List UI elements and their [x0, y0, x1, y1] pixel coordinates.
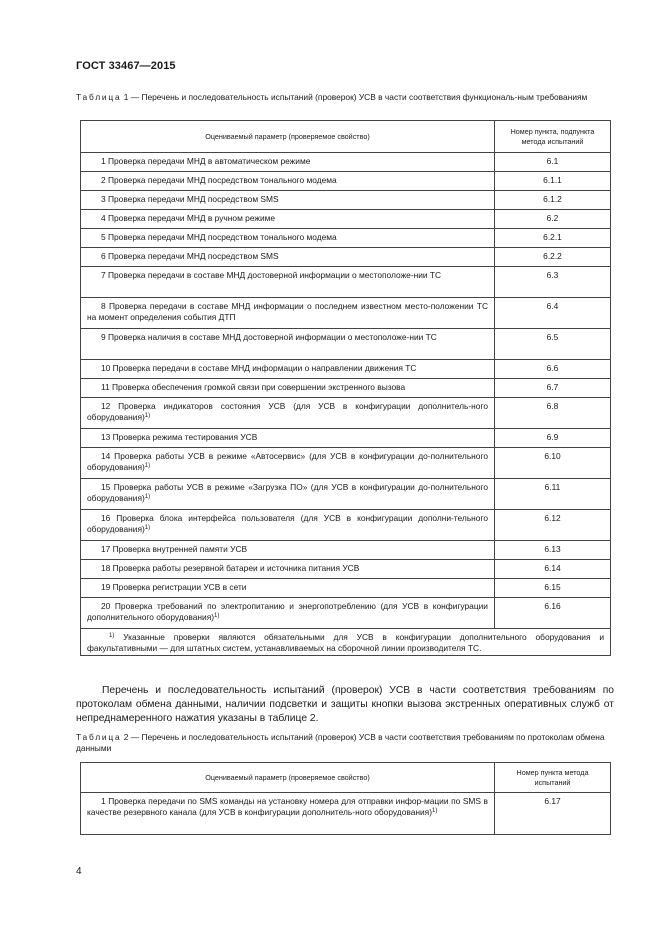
param-text: 16 Проверка блока интерфейса пользователя (для УСВ в конфигурации дополни-тельного оборудования)	[87, 513, 488, 534]
param-text: 7 Проверка передачи в составе МНД достоверной информации о местоположе-нии ТС	[101, 270, 442, 280]
param-text: 10 Проверка передачи в составе МНД информации о направлении движения ТС	[101, 363, 417, 373]
table1-clause-number: 6.15	[495, 579, 611, 598]
table1-row	[81, 579, 611, 598]
table1-clause-number: 6.16	[495, 598, 611, 629]
table2-caption-label: Таблица	[76, 732, 122, 742]
table1-clause-number: 6.2.1	[495, 229, 611, 248]
body-paragraph: Перечень и последовательность испытаний (проверок) УСВ в части соответствия требованиям по протоколам обмена данными, наличии подсветки и защиты кнопки вызова экстренных оперативных служб от непреднамеренного нажатия указаны в таблице 2.	[76, 685, 614, 724]
table1-param-cell	[81, 560, 495, 579]
param-text: 4 Проверка передачи МНД в ручном режиме	[101, 213, 276, 223]
page-number: 4	[76, 866, 82, 877]
param-text: 14 Проверка работы УСВ в режиме «Автосервис» (для УСВ в конфигурации до-полнительного оборудования)	[87, 451, 488, 472]
table1-clause-number: 6.5	[495, 329, 611, 360]
param-text: 8 Проверка передачи в составе МНД информации о последнем известном место-положении ТС на момент определения события ДТП	[87, 301, 488, 322]
param-text: 6 Проверка передачи МНД посредством SMS	[101, 251, 279, 261]
footnote-ref: 1)	[144, 412, 151, 419]
table1-clause-number: 6.8	[495, 398, 611, 429]
table1-caption	[76, 92, 616, 103]
table2-row	[81, 793, 611, 835]
param-text: 19 Проверка регистрации УСВ в сети	[101, 582, 247, 592]
param-text: 15 Проверка работы УСВ в режиме «Загрузка ПО» (для УСВ в конфигурации до-полнительного оборудования)	[87, 482, 488, 503]
footnote-ref: 1)	[214, 612, 220, 619]
table1-row	[81, 153, 611, 172]
table2-caption-text: 2 — Перечень и последовательность испытаний (проверок) УСВ в части соответствия требованиям по протоколам обмена данными	[76, 732, 605, 753]
table1-clause-number: 6.13	[495, 541, 611, 560]
footnote-text: Указанные проверки являются обязательными для УСВ в конфигурации дополнительного оборудования и факультативными — для штатных систем, устанавливаемых на сборочной линии производителя ТС.	[87, 632, 604, 653]
table1-row	[81, 360, 611, 379]
param-text: 1 Проверка передачи по SMS команды на установку номера для отправки инфор-мации по SMS в качестве резервного канала (для УСВ в конфигурации дополнитель-ного оборудования)	[87, 796, 488, 817]
table1-clause-number: 6.2.2	[495, 248, 611, 267]
table1-clause-number: 6.3	[495, 267, 611, 298]
table2-caption	[76, 732, 616, 754]
table1-param-cell	[81, 429, 495, 448]
table1-param-cell	[81, 229, 495, 248]
param-text: 12 Проверка индикаторов состояния УСВ (для УСВ в конфигурации дополнитель-ного оборудования)	[87, 401, 488, 422]
table1-row	[81, 560, 611, 579]
table1-row	[81, 267, 611, 298]
table1-param-cell	[81, 210, 495, 229]
table1-row	[81, 541, 611, 560]
table1-row	[81, 329, 611, 360]
table1-param-cell	[81, 267, 495, 298]
table2-clause-number: 6.17	[495, 793, 611, 835]
table1-row	[81, 429, 611, 448]
table1-param-cell	[81, 191, 495, 210]
param-text: 5 Проверка передачи МНД посредством тонального модема	[101, 232, 337, 242]
table1-row	[81, 598, 611, 629]
table1-clause-number: 6.2	[495, 210, 611, 229]
table1-clause-number: 6.11	[495, 479, 611, 510]
param-text: 2 Проверка передачи МНД посредством тонального модема	[101, 175, 337, 185]
footnote-ref: 1)	[144, 462, 151, 469]
table1-col2-header: Номер пункта, подпункта метода испытаний	[495, 121, 611, 153]
document-header: ГОСТ 33467—2015	[76, 60, 176, 72]
param-text: 17 Проверка внутренней памяти УСВ	[101, 544, 248, 554]
table1-param-cell	[81, 379, 495, 398]
table1-param-cell	[81, 598, 495, 629]
table1-col1-header: Оцениваемый параметр (проверяемое свойство)	[81, 121, 495, 153]
table1-row	[81, 448, 611, 479]
param-text: 9 Проверка наличия в составе МНД достоверной информации о местоположе-нии ТС	[101, 332, 437, 342]
table1-row	[81, 379, 611, 398]
table1-clause-number: 6.9	[495, 429, 611, 448]
table1-clause-number: 6.14	[495, 560, 611, 579]
table1	[80, 120, 611, 656]
table2-col1-header: Оцениваемый параметр (проверяемое свойство)	[81, 763, 495, 793]
table1-param-cell	[81, 172, 495, 191]
table2-header-row	[81, 763, 611, 793]
table1-param-cell	[81, 510, 495, 541]
table1-clause-number: 6.1.2	[495, 191, 611, 210]
table1-header-row	[81, 121, 611, 153]
table1-param-cell	[81, 541, 495, 560]
table1-row	[81, 210, 611, 229]
table1-row	[81, 172, 611, 191]
table1-clause-number: 6.1.1	[495, 172, 611, 191]
param-text: 18 Проверка работы резервной батареи и источника питания УСВ	[101, 563, 360, 573]
table1-row	[81, 298, 611, 329]
table1-footnote-row	[81, 629, 611, 656]
param-text: 20 Проверка требований по электропитанию и энергопотреблению (для УСВ в конфигурации дополнительного оборудования)	[87, 601, 488, 622]
footnote-ref: 1)	[144, 493, 151, 500]
table1-param-cell	[81, 153, 495, 172]
table1-clause-number: 6.12	[495, 510, 611, 541]
table1-param-cell	[81, 398, 495, 429]
table2-col2-header: Номер пункта метода испытаний	[495, 763, 611, 793]
table1-row	[81, 248, 611, 267]
param-text: 11 Проверка обеспечения громкой связи при совершении экстренного вызова	[101, 382, 406, 392]
table1-param-cell	[81, 360, 495, 379]
table1-footnote	[81, 629, 611, 656]
table1-param-cell	[81, 329, 495, 360]
table1-clause-number: 6.7	[495, 379, 611, 398]
table1-param-cell	[81, 479, 495, 510]
table1-param-cell	[81, 448, 495, 479]
param-text: 1 Проверка передачи МНД в автоматическом режиме	[101, 156, 311, 166]
footnote-ref: 1)	[144, 524, 151, 531]
table1-clause-number: 6.4	[495, 298, 611, 329]
table1-clause-number: 6.6	[495, 360, 611, 379]
footnote-ref: 1)	[432, 807, 438, 814]
table1-row	[81, 510, 611, 541]
table1-clause-number: 6.10	[495, 448, 611, 479]
param-text: 13 Проверка режима тестирования УСВ	[101, 432, 258, 442]
table1-row	[81, 479, 611, 510]
table1-caption-label: Таблица	[76, 92, 122, 102]
footnote-mark: 1)	[109, 633, 115, 639]
table1-row	[81, 398, 611, 429]
table2-param-cell	[81, 793, 495, 835]
table1-clause-number: 6.1	[495, 153, 611, 172]
table1-param-cell	[81, 248, 495, 267]
table1-row	[81, 229, 611, 248]
table2	[80, 762, 611, 835]
table1-caption-text: 1 — Перечень и последовательность испытаний (проверок) УСВ в части соответствия функциональ-ным требованиям	[121, 92, 588, 102]
table1-param-cell	[81, 298, 495, 329]
table1-row	[81, 191, 611, 210]
param-text: 3 Проверка передачи МНД посредством SMS	[101, 194, 279, 204]
table1-param-cell	[81, 579, 495, 598]
